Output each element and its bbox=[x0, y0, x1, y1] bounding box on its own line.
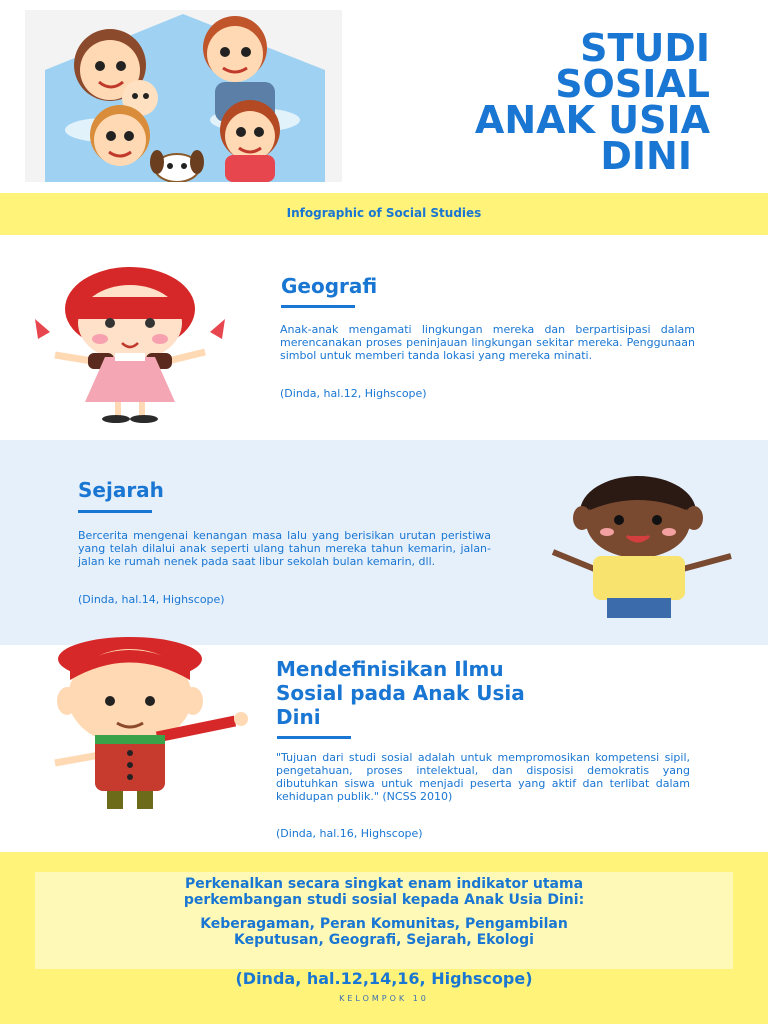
section-geografi-body: Anak-anak mengamati lingkungan mereka dan berpartisipasi dalam merencanakan proses peninjauan lingkungan sekitar mereka. Penggunaan simbol untuk memberi tanda lokasi yang mereka minati. bbox=[280, 323, 695, 362]
family-illustration bbox=[25, 10, 342, 182]
summary-indicators bbox=[35, 916, 733, 948]
girl-illustration bbox=[30, 257, 230, 427]
summary-indicators-line-2: Keputusan, Geografi, Sejarah, Ekologi bbox=[234, 932, 534, 948]
section-geografi-divider bbox=[281, 305, 355, 308]
section-geografi bbox=[0, 235, 768, 440]
summary-intro-line-2: perkembangan studi sosial kepada Anak Usia Dini: bbox=[183, 892, 585, 908]
boy-waving-illustration bbox=[45, 625, 255, 810]
section-sejarah-body: Bercerita mengenai kenangan masa lalu yang berisikan urutan peristiwa yang telah dilalui anak seperti ulang tahun mereka tahun kemarin, jalan-jalan ke rumah nenek pada saat libur sekolah bulan kemarin, dll. bbox=[78, 529, 491, 568]
group-label: KELOMPOK 10 bbox=[339, 994, 429, 1003]
title-line-3: ANAK USIA bbox=[474, 98, 710, 142]
summary-indicators-line-1: Keberagaman, Peran Komunitas, Pengambilan bbox=[200, 916, 568, 932]
boy-dark-illustration bbox=[545, 470, 745, 620]
summary-section bbox=[0, 852, 768, 1024]
subtitle-banner bbox=[0, 193, 768, 235]
section-definisi-heading-line-1: Mendefinisikan Ilmu bbox=[276, 657, 504, 681]
section-sejarah bbox=[0, 440, 768, 645]
title-line-1: STUDI bbox=[580, 26, 710, 70]
section-sejarah-divider bbox=[78, 510, 152, 513]
subtitle: Infographic of Social Studies bbox=[286, 206, 482, 220]
section-geografi-heading: Geografi bbox=[281, 274, 378, 298]
section-sejarah-reference: (Dinda, hal.14, Highscope) bbox=[78, 593, 225, 606]
section-sejarah-heading: Sejarah bbox=[78, 478, 164, 502]
summary-box bbox=[35, 872, 733, 969]
section-definisi-heading-line-3: Dini bbox=[276, 705, 321, 729]
page-title bbox=[474, 26, 710, 178]
section-definisi-body: "Tujuan dari studi sosial adalah untuk mempromosikan kompetensi sipil, pengetahuan, proses intelektual, dan disposisi demokratis yang dibutuhkan siswa untuk menjadi peserta yang aktif dan terlibat dalam kehidupan publik." (NCSS 2010) bbox=[276, 751, 690, 803]
summary-intro bbox=[35, 876, 733, 908]
section-definisi bbox=[0, 645, 768, 852]
section-definisi-heading bbox=[276, 657, 525, 729]
summary-reference: (Dinda, hal.12,14,16, Highscope) bbox=[235, 969, 533, 988]
section-geografi-reference: (Dinda, hal.12, Highscope) bbox=[280, 387, 427, 400]
title-line-2: SOSIAL bbox=[555, 62, 710, 106]
header bbox=[0, 0, 768, 193]
section-definisi-reference: (Dinda, hal.16, Highscope) bbox=[276, 827, 423, 840]
summary-intro-line-1: Perkenalkan secara singkat enam indikator utama bbox=[184, 876, 584, 892]
section-definisi-divider bbox=[277, 736, 351, 739]
section-definisi-heading-line-2: Sosial pada Anak Usia bbox=[276, 681, 525, 705]
title-line-4: DINI bbox=[600, 134, 692, 178]
